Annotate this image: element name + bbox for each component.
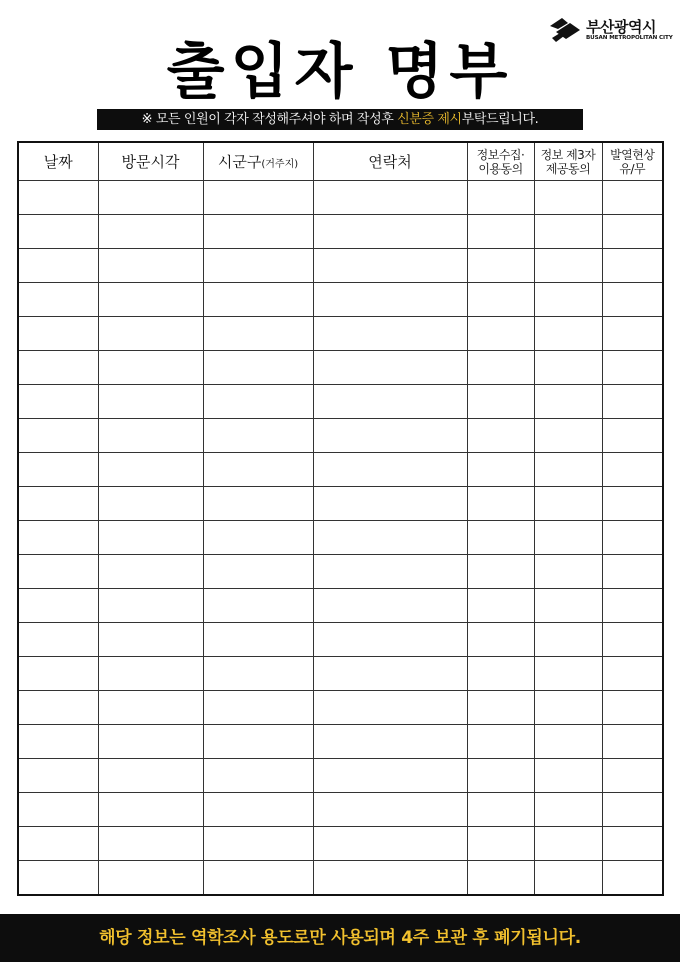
- table-cell[interactable]: [313, 555, 467, 589]
- table-cell[interactable]: [534, 589, 602, 623]
- table-cell[interactable]: [98, 317, 203, 351]
- page-title: 출입자 명부: [166, 37, 514, 107]
- table-row: [18, 351, 663, 385]
- table-cell[interactable]: [18, 657, 98, 691]
- table-cell[interactable]: [18, 793, 98, 827]
- table-cell[interactable]: [203, 759, 313, 793]
- table-cell[interactable]: [18, 283, 98, 317]
- table-cell[interactable]: [313, 623, 467, 657]
- table-cell[interactable]: [467, 555, 534, 589]
- table-cell[interactable]: [534, 419, 602, 453]
- table-cell[interactable]: [18, 691, 98, 725]
- table-cell[interactable]: [534, 283, 602, 317]
- logo-name: 부산광역시: [586, 18, 656, 36]
- table-cell[interactable]: [602, 215, 663, 249]
- footer-banner: 해당 정보는 역학조사 용도로만 사용되며 4주 보관 후 폐기됩니다.: [0, 914, 680, 962]
- notice-prefix: ※ 모든 인원이 각자 작성해주셔야 하며 작성후: [141, 112, 398, 127]
- table-cell[interactable]: [313, 283, 467, 317]
- table-cell[interactable]: [534, 215, 602, 249]
- table-cell[interactable]: [467, 385, 534, 419]
- table-cell[interactable]: [18, 827, 98, 861]
- table-row: [18, 215, 663, 249]
- table-cell[interactable]: [203, 827, 313, 861]
- table-cell[interactable]: [602, 691, 663, 725]
- table-cell[interactable]: [602, 759, 663, 793]
- table-cell[interactable]: [602, 623, 663, 657]
- table-body: [18, 181, 663, 896]
- table-row: [18, 521, 663, 555]
- header-visit-time: 방문시각: [98, 142, 203, 181]
- table-cell[interactable]: [98, 861, 203, 896]
- table-cell[interactable]: [313, 385, 467, 419]
- table-cell[interactable]: [467, 793, 534, 827]
- table-cell[interactable]: [203, 351, 313, 385]
- table-cell[interactable]: [467, 827, 534, 861]
- table-cell[interactable]: [534, 487, 602, 521]
- table-row: [18, 385, 663, 419]
- table-cell[interactable]: [203, 657, 313, 691]
- table-cell[interactable]: [313, 759, 467, 793]
- table-cell[interactable]: [602, 317, 663, 351]
- table-cell[interactable]: [534, 759, 602, 793]
- table-row: [18, 487, 663, 521]
- table-cell[interactable]: [203, 419, 313, 453]
- table-cell[interactable]: [18, 181, 98, 215]
- notice-suffix: 부탁드립니다.: [461, 112, 539, 127]
- table-cell[interactable]: [313, 589, 467, 623]
- table-cell[interactable]: [98, 589, 203, 623]
- table-cell[interactable]: [98, 385, 203, 419]
- table-cell[interactable]: [98, 623, 203, 657]
- table-cell[interactable]: [534, 555, 602, 589]
- table-cell[interactable]: [467, 283, 534, 317]
- table-row: [18, 249, 663, 283]
- table-cell[interactable]: [203, 725, 313, 759]
- table-cell[interactable]: [534, 691, 602, 725]
- table-cell[interactable]: [602, 351, 663, 385]
- table-cell[interactable]: [534, 827, 602, 861]
- table-cell[interactable]: [203, 589, 313, 623]
- table-row: [18, 589, 663, 623]
- table-cell[interactable]: [602, 453, 663, 487]
- table-cell[interactable]: [98, 827, 203, 861]
- notice-highlight: 신분증 제시: [397, 112, 462, 127]
- table-cell[interactable]: [602, 487, 663, 521]
- table-row: [18, 691, 663, 725]
- table-cell[interactable]: [467, 487, 534, 521]
- table-cell[interactable]: [203, 283, 313, 317]
- table-cell[interactable]: [98, 759, 203, 793]
- table-cell[interactable]: [313, 453, 467, 487]
- table-cell[interactable]: [98, 453, 203, 487]
- notice-banner: [97, 109, 583, 130]
- table-row: [18, 283, 663, 317]
- table-cell[interactable]: [18, 249, 98, 283]
- table-row: [18, 623, 663, 657]
- table-cell[interactable]: [313, 827, 467, 861]
- table-cell[interactable]: [18, 623, 98, 657]
- table-cell[interactable]: [313, 725, 467, 759]
- table-cell[interactable]: [98, 181, 203, 215]
- header-date: 날짜: [18, 142, 98, 181]
- table-cell[interactable]: [203, 623, 313, 657]
- table-row: [18, 317, 663, 351]
- table-cell[interactable]: [467, 351, 534, 385]
- table-cell[interactable]: [534, 181, 602, 215]
- table-row: [18, 181, 663, 215]
- table-cell[interactable]: [203, 861, 313, 896]
- table-cell[interactable]: [18, 317, 98, 351]
- visitor-log-table: [17, 141, 664, 896]
- table-cell[interactable]: [467, 759, 534, 793]
- header-collection-consent: 정보수집· 이용동의: [467, 142, 534, 181]
- table-row: [18, 827, 663, 861]
- table-cell[interactable]: [18, 215, 98, 249]
- table-cell[interactable]: [467, 249, 534, 283]
- table-cell[interactable]: [98, 351, 203, 385]
- table-cell[interactable]: [203, 181, 313, 215]
- table-cell[interactable]: [602, 181, 663, 215]
- table-cell[interactable]: [534, 521, 602, 555]
- table-cell[interactable]: [313, 317, 467, 351]
- table-cell[interactable]: [98, 725, 203, 759]
- table-row: [18, 453, 663, 487]
- table-cell[interactable]: [313, 861, 467, 896]
- table-cell[interactable]: [98, 419, 203, 453]
- table-cell[interactable]: [602, 861, 663, 896]
- table-cell[interactable]: [602, 657, 663, 691]
- table-cell[interactable]: [203, 521, 313, 555]
- header-district: 시군구(거주지): [203, 142, 313, 181]
- table-row: [18, 759, 663, 793]
- table-cell[interactable]: [534, 861, 602, 896]
- table-row: [18, 861, 663, 896]
- table-cell[interactable]: [602, 385, 663, 419]
- table-cell[interactable]: [534, 317, 602, 351]
- table-cell[interactable]: [534, 351, 602, 385]
- table-cell[interactable]: [602, 589, 663, 623]
- table-cell[interactable]: [313, 249, 467, 283]
- table-cell[interactable]: [313, 351, 467, 385]
- header-fever: 발열현상 유/무: [602, 142, 663, 181]
- table-cell[interactable]: [98, 691, 203, 725]
- table-cell[interactable]: [534, 793, 602, 827]
- table-cell[interactable]: [534, 725, 602, 759]
- table-cell[interactable]: [203, 215, 313, 249]
- table-cell[interactable]: [602, 249, 663, 283]
- table-cell[interactable]: [467, 623, 534, 657]
- table-cell[interactable]: [313, 487, 467, 521]
- table-cell[interactable]: [534, 657, 602, 691]
- table-row: [18, 555, 663, 589]
- table-cell[interactable]: [602, 283, 663, 317]
- table-row: [18, 793, 663, 827]
- table-cell[interactable]: [18, 725, 98, 759]
- table-cell[interactable]: [467, 521, 534, 555]
- table-cell[interactable]: [534, 249, 602, 283]
- table-cell[interactable]: [98, 249, 203, 283]
- table-cell[interactable]: [602, 419, 663, 453]
- table-cell[interactable]: [467, 317, 534, 351]
- table-cell[interactable]: [467, 589, 534, 623]
- table-cell[interactable]: [313, 215, 467, 249]
- table-cell[interactable]: [203, 793, 313, 827]
- table-cell[interactable]: [203, 453, 313, 487]
- table-cell[interactable]: [602, 827, 663, 861]
- table-cell[interactable]: [467, 657, 534, 691]
- table-cell[interactable]: [602, 793, 663, 827]
- table-cell[interactable]: [18, 521, 98, 555]
- table-cell[interactable]: [18, 589, 98, 623]
- table-cell[interactable]: [534, 623, 602, 657]
- logo-subtitle: BUSAN METROPOLITAN CITY: [586, 35, 673, 41]
- table-cell[interactable]: [18, 555, 98, 589]
- table-cell[interactable]: [467, 419, 534, 453]
- table-cell[interactable]: [534, 385, 602, 419]
- table-cell[interactable]: [467, 453, 534, 487]
- table-cell[interactable]: [18, 419, 98, 453]
- table-cell[interactable]: [98, 555, 203, 589]
- table-cell[interactable]: [203, 317, 313, 351]
- table-cell[interactable]: [203, 385, 313, 419]
- table-cell[interactable]: [534, 453, 602, 487]
- table-cell[interactable]: [313, 793, 467, 827]
- table-header-row: [18, 142, 663, 181]
- table-cell[interactable]: [467, 691, 534, 725]
- table-cell[interactable]: [98, 215, 203, 249]
- table-cell[interactable]: [602, 725, 663, 759]
- table-cell[interactable]: [203, 249, 313, 283]
- header-contact: 연락처: [313, 142, 467, 181]
- table-cell[interactable]: [602, 521, 663, 555]
- table-cell[interactable]: [18, 385, 98, 419]
- table-cell[interactable]: [313, 691, 467, 725]
- table-cell[interactable]: [313, 419, 467, 453]
- table-cell[interactable]: [602, 555, 663, 589]
- table-cell[interactable]: [313, 657, 467, 691]
- table-cell[interactable]: [467, 215, 534, 249]
- table-cell[interactable]: [203, 555, 313, 589]
- header-third-party-consent: 정보 제3자 제공동의: [534, 142, 602, 181]
- table-row: [18, 419, 663, 453]
- table-row: [18, 725, 663, 759]
- table-cell[interactable]: [98, 657, 203, 691]
- table-cell[interactable]: [98, 487, 203, 521]
- table-cell[interactable]: [18, 759, 98, 793]
- table-cell[interactable]: [313, 181, 467, 215]
- table-cell[interactable]: [203, 691, 313, 725]
- table-cell[interactable]: [18, 351, 98, 385]
- table-row: [18, 657, 663, 691]
- table-cell[interactable]: [467, 181, 534, 215]
- table-cell[interactable]: [98, 793, 203, 827]
- table-cell[interactable]: [98, 283, 203, 317]
- table-cell[interactable]: [18, 453, 98, 487]
- table-cell[interactable]: [313, 521, 467, 555]
- table-cell[interactable]: [98, 521, 203, 555]
- table-cell[interactable]: [467, 861, 534, 896]
- table-cell[interactable]: [467, 725, 534, 759]
- table-cell[interactable]: [203, 487, 313, 521]
- table-cell[interactable]: [18, 487, 98, 521]
- table-cell[interactable]: [18, 861, 98, 896]
